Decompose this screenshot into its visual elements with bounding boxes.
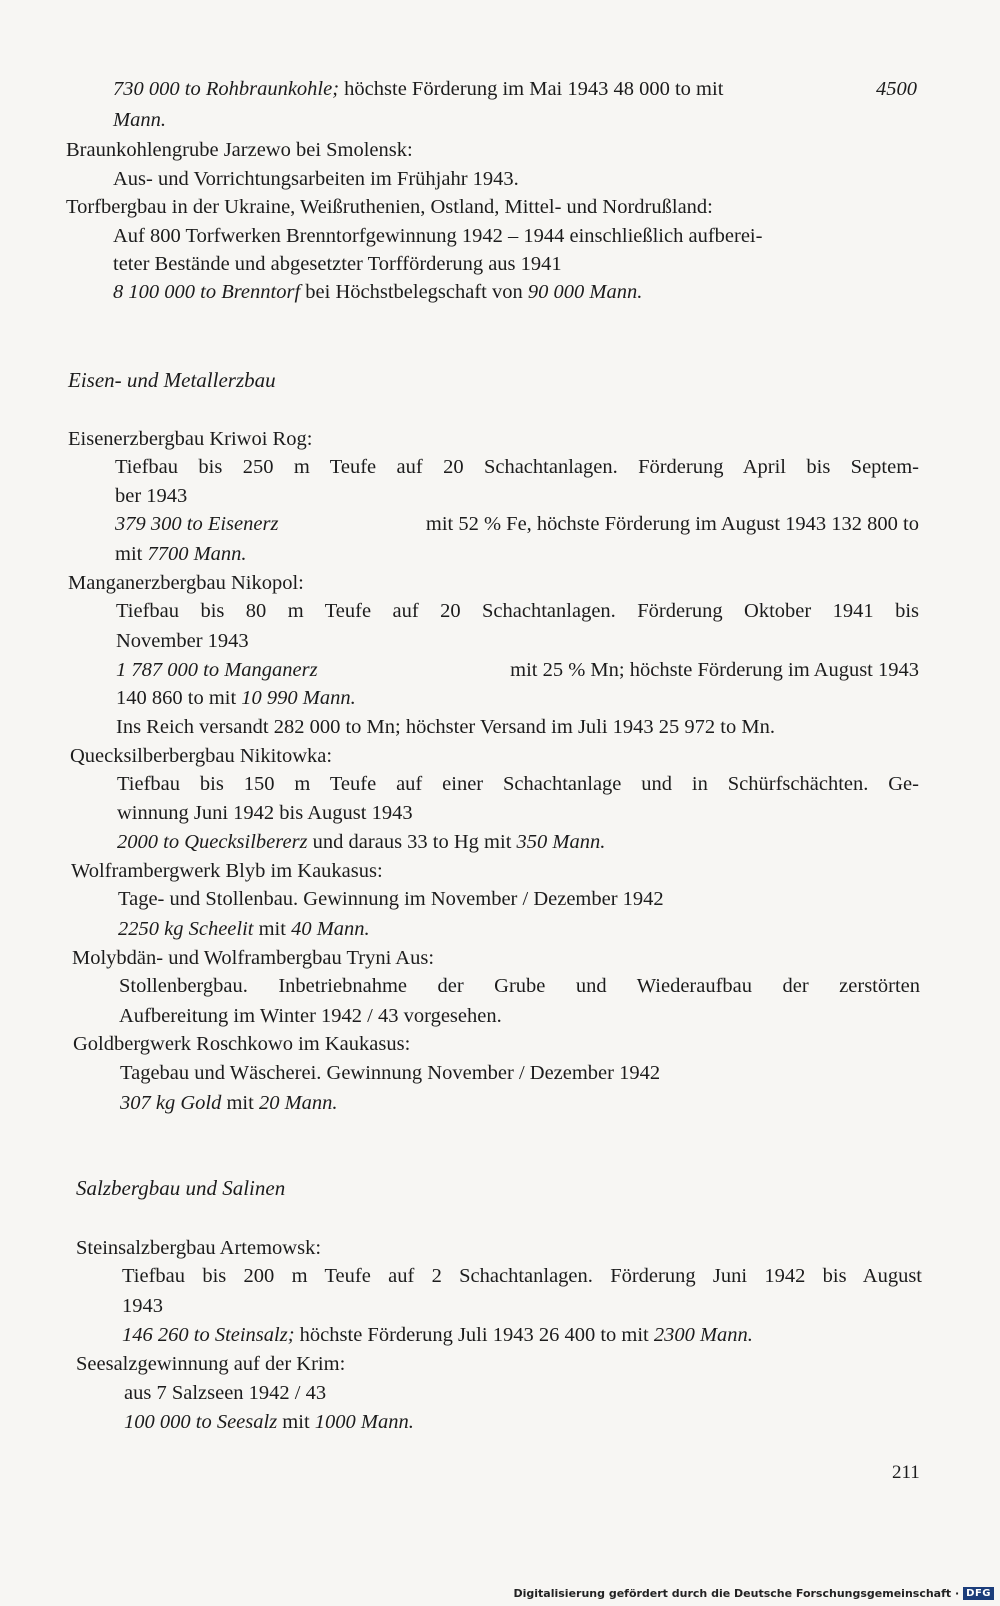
text-line [116,685,356,711]
entry-title: Eisenerzbergbau Kriwoi Rog: [68,428,313,450]
text-line [113,279,642,305]
entry-title: Wolframbergwerk Blyb im Kaukasus: [71,860,383,882]
text: bei Höchstbelegschaft von [300,281,528,303]
italic-text: 4500 [876,78,917,100]
italic-text: 1 787 000 to Manganerz [116,659,318,681]
dfg-logo: DFG [963,1587,994,1600]
text: 140 860 to mit [116,687,242,709]
entry-title: Goldbergwerk Roschkowo im Kaukasus: [73,1033,411,1055]
text-line: Auf 800 Torfwerken Brenntorfgewinnung 1942 – 1944 einschließlich aufberei- [113,225,763,247]
text-line: November 1943 [116,630,249,652]
italic-text: 2250 kg Scheelit [118,918,254,940]
text-line: aus 7 Salzseen 1942 / 43 [124,1382,327,1404]
italic-text: 2000 to Quecksilbererz [117,831,308,853]
text-line: Ins Reich versandt 282 000 to Mn; höchster Versand im Juli 1943 25 972 to Mn. [116,716,775,738]
text-line: Tiefbau bis 200 m Teufe auf 2 Schachtanlagen. Förderung Juni 1942 bis August [122,1265,922,1287]
page-number: 211 [892,1462,920,1483]
entry-title: Quecksilberbergbau Nikitowka: [70,745,333,767]
text-line [115,511,919,537]
text: mit 52 % Fe, höchste Förderung im August 1943 132 800 to [425,513,919,535]
text: und daraus 33 to Hg mit [307,831,517,853]
footer-text: Digitalisierung gefördert durch die Deutsche Forschungsgemeinschaft · [513,1586,960,1600]
text: mit [221,1092,259,1114]
text-line: ber 1943 [115,485,188,507]
text-line: 1943 [122,1295,163,1317]
italic-text: 10 990 Mann. [241,687,356,709]
text-line: Tiefbau bis 250 m Teufe auf 20 Schachtanlagen. Förderung April bis Septem- [115,456,919,478]
text-line: Tage- und Stollenbau. Gewinnung im November / Dezember 1942 [118,888,664,910]
text-line [122,1322,753,1348]
text-line [113,76,917,102]
entry-title: Seesalzgewinnung auf der Krim: [76,1353,346,1375]
text-line: Aus- und Vorrichtungsarbeiten im Frühjahr 1943. [113,168,519,190]
italic-text: 730 000 to Rohbraunkohle; [113,78,340,100]
text: höchste Förderung Juli 1943 26 400 to mit [294,1324,654,1346]
text-line [124,1409,414,1435]
italic-text: 146 260 to Steinsalz; [122,1324,295,1346]
section-heading: Salzbergbau und Salinen [76,1176,286,1200]
text-line [120,1090,338,1116]
entry-title: Steinsalzbergbau Artemowsk: [76,1237,322,1259]
italic-text: 350 Mann. [516,831,606,853]
text: mit [277,1411,315,1433]
text-line: teter Bestände und abgesetzter Torfförderung aus 1941 [113,253,562,275]
text: höchste Förderung im Mai 1943 48 000 to mit [339,78,724,100]
italic-text: 307 kg Gold [120,1092,222,1114]
italic-text: 20 Mann. [258,1092,338,1114]
text-line: Tiefbau bis 150 m Teufe auf einer Schachtanlage und in Schürfschächten. Ge- [117,773,919,795]
text: mit 25 % Mn; höchste Förderung im August 1943 [510,659,919,681]
italic-text: 7700 Mann. [147,543,247,565]
italic-text: 1000 Mann. [314,1411,414,1433]
text-line: Aufbereitung im Winter 1942 / 43 vorgesehen. [119,1005,502,1027]
text-line [118,916,370,942]
text-line: Mann. [113,109,166,131]
entry-title: Molybdän- und Wolframbergbau Tryni Aus: [72,947,435,969]
italic-text: 2300 Mann. [653,1324,753,1346]
italic-text: 379 300 to Eisenerz [115,513,279,535]
text: mit [253,918,292,940]
italic-text: 90 000 Mann. [527,281,643,303]
text-line [116,657,919,683]
italic-text: 8 100 000 to Brenntorf [113,281,301,303]
digitization-footer [513,1584,994,1602]
italic-text: 40 Mann. [291,918,370,940]
text-line: Stollenbergbau. Inbetriebnahme der Grube und Wiederaufbau der zerstörten [119,975,920,997]
text-line: Tiefbau bis 80 m Teufe auf 20 Schachtanlagen. Förderung Oktober 1941 bis [116,600,919,622]
text-line: Tagebau und Wäscherei. Gewinnung November / Dezember 1942 [120,1062,661,1084]
text-line [115,541,247,567]
entry-title: Braunkohlengrube Jarzewo bei Smolensk: [66,139,413,161]
text: mit [115,543,148,565]
text-line: winnung Juni 1942 bis August 1943 [117,802,413,824]
entry-title: Manganerzbergbau Nikopol: [68,572,304,594]
italic-text: 100 000 to Seesalz [124,1411,278,1433]
section-heading: Eisen- und Metallerzbau [68,368,276,392]
text-line [117,829,605,855]
entry-title [66,194,918,220]
text: Torfbergbau in der Ukraine, Weißruthenien, Ostland, Mittel- und Nordrußland: [66,196,713,218]
